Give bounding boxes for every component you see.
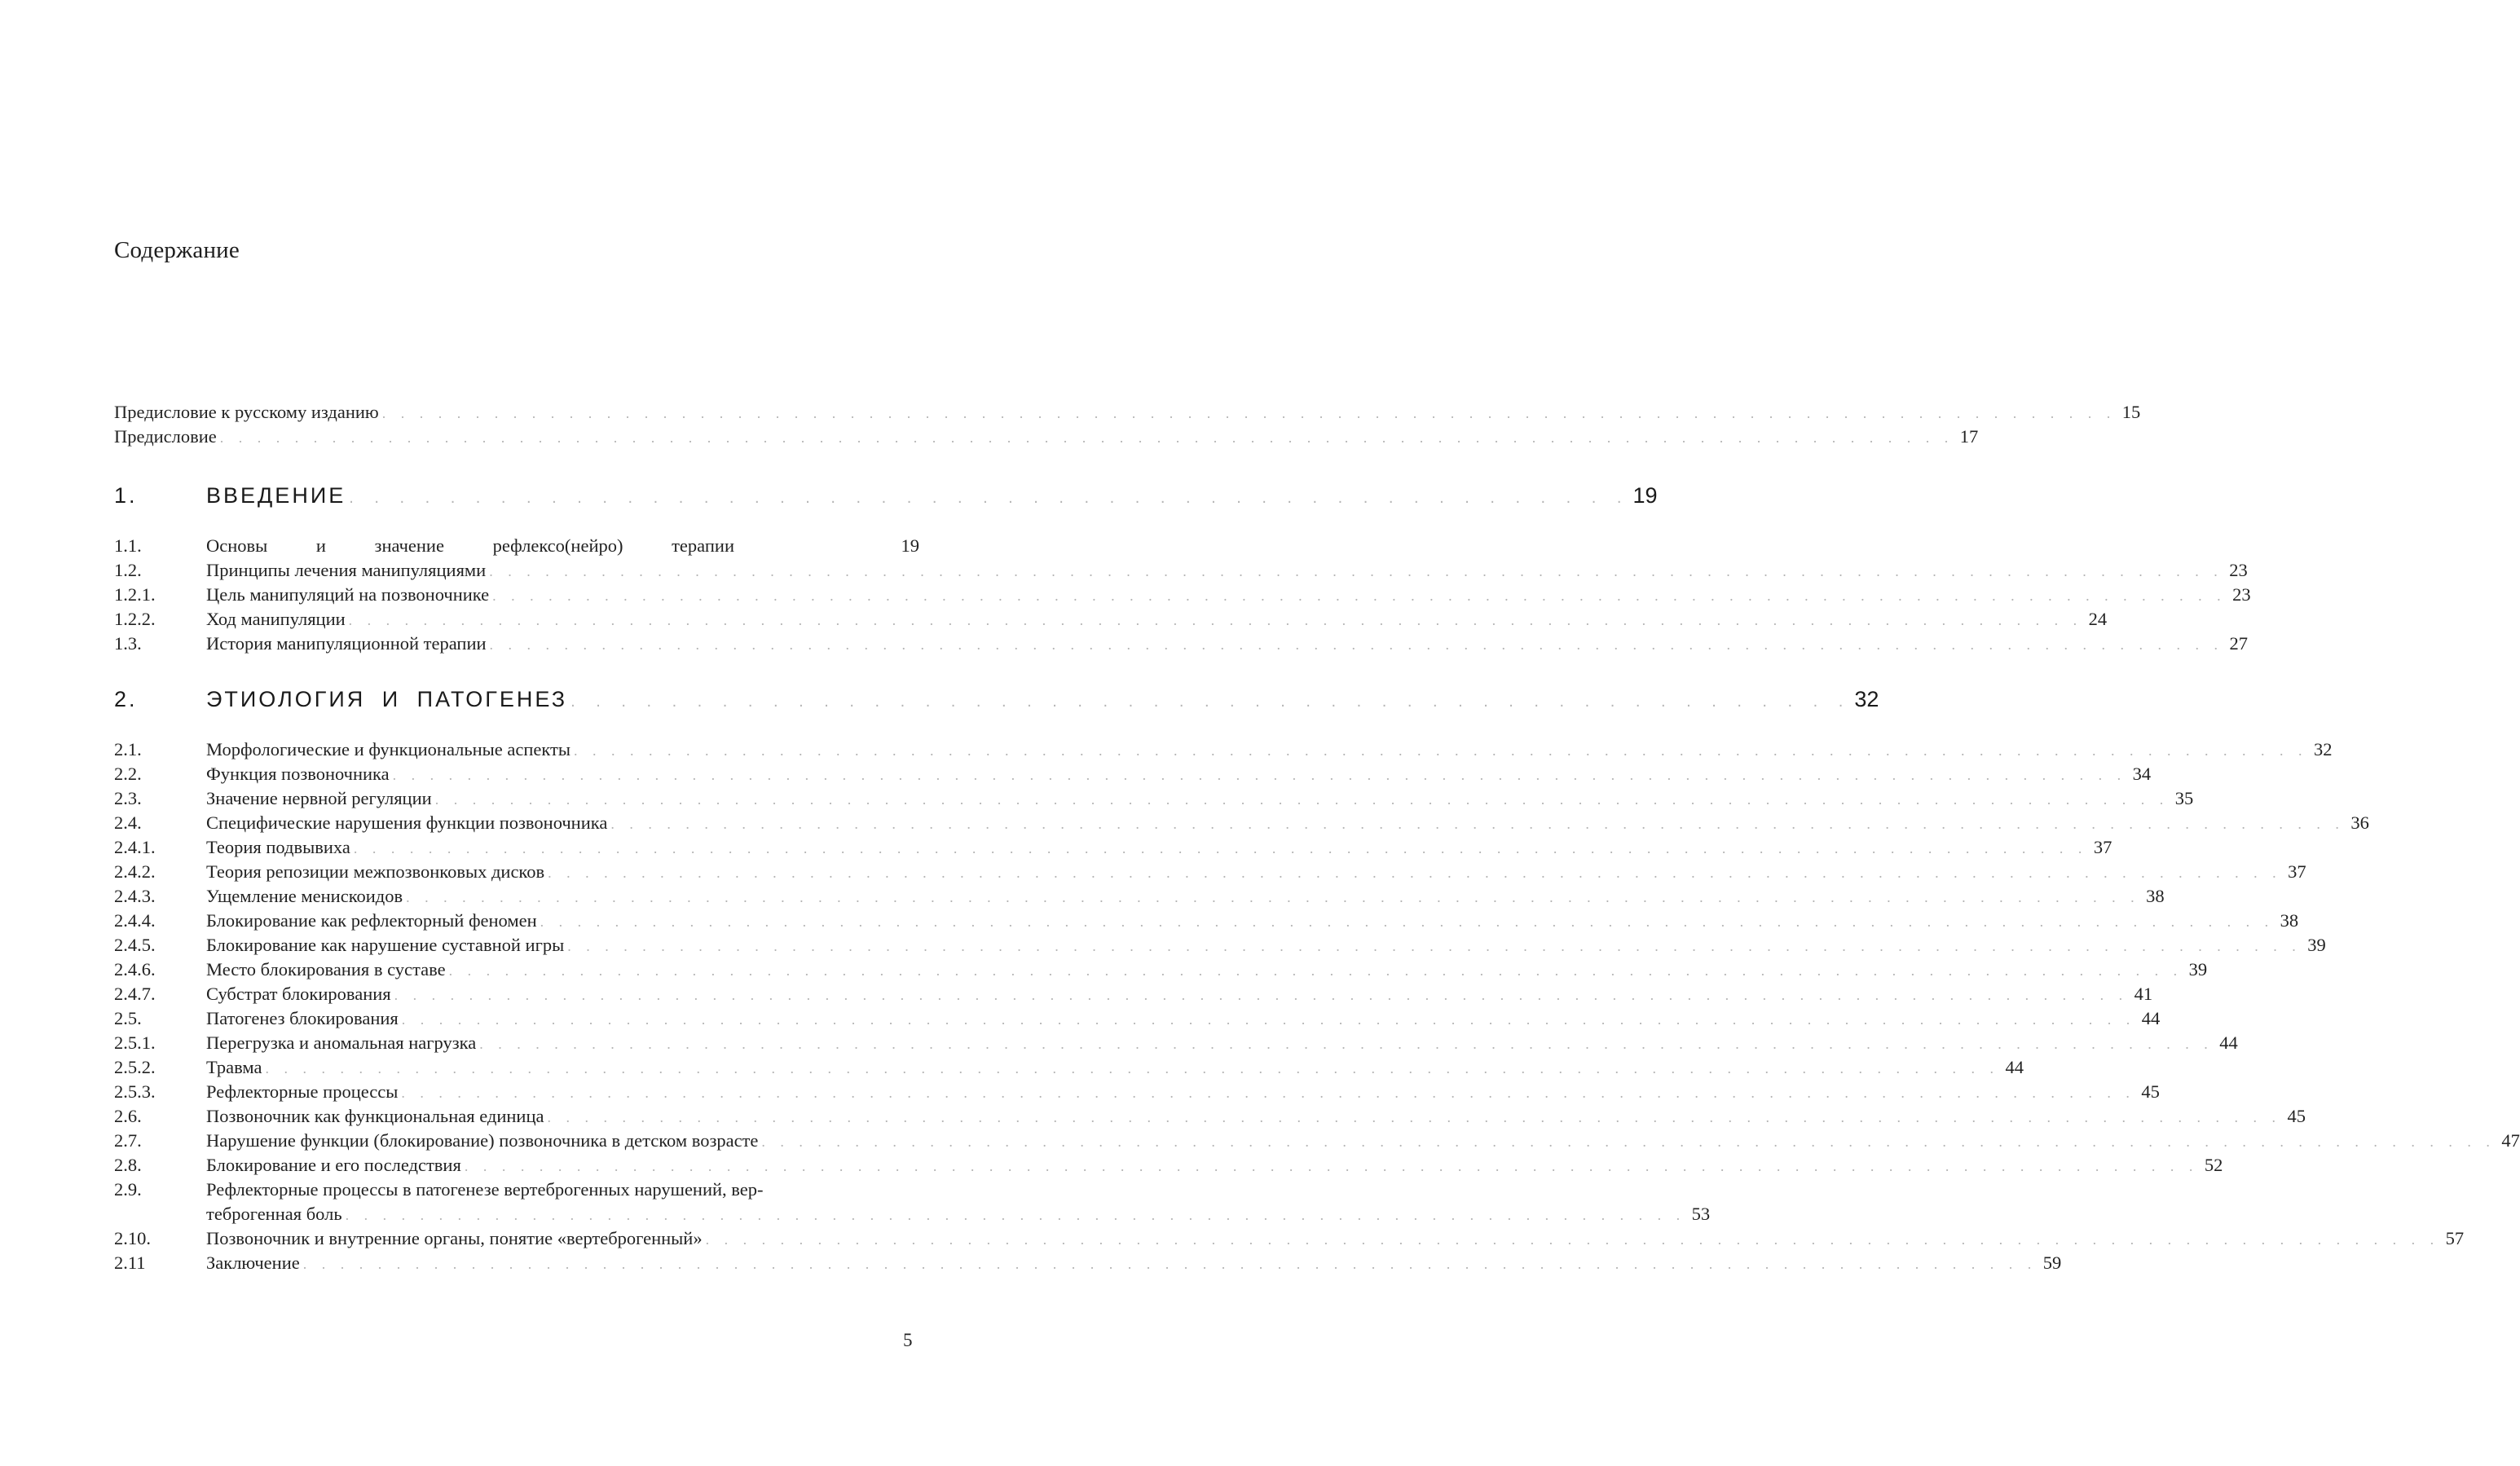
leader-dots: [571, 693, 1851, 711]
toc-entry-number: 1.1.: [114, 535, 142, 556]
leader-dots: [465, 1158, 2199, 1175]
toc-entry-page: 23: [2232, 584, 2251, 605]
toc-entry-page: 44: [2005, 1057, 2024, 1077]
toc-entry-number: 1.2.: [114, 560, 142, 580]
page-title: Содержание: [114, 237, 240, 263]
toc-entry[interactable]: [114, 1057, 2024, 1081]
toc-entry-title: Цель манипуляций на позвоночнике: [206, 584, 490, 605]
toc-entry-number: 1.3.: [114, 633, 142, 654]
toc-entry[interactable]: [114, 1179, 1711, 1228]
toc-entry-page: 35: [2174, 788, 2194, 808]
leader-dots: [346, 1207, 1686, 1224]
toc-entry[interactable]: [114, 959, 2208, 984]
toc-entry-number: 2.5.: [114, 1008, 142, 1028]
chapter-title: ВВЕДЕНИЕ: [206, 483, 346, 508]
leader-dots: [479, 1036, 2214, 1053]
toc-entry-title: Перегрузка и аномальная нагрузка: [206, 1032, 477, 1053]
toc-entry-title: Предисловие: [114, 426, 217, 447]
toc-entry[interactable]: [114, 609, 2108, 633]
toc-entry-page: 39: [2307, 935, 2326, 955]
toc-entry[interactable]: [114, 935, 2326, 959]
chapter-number: 2.: [114, 687, 138, 711]
toc-entry-page: 38: [2280, 910, 2299, 931]
toc-entry-number: 2.4.7.: [114, 984, 156, 1004]
toc-entry-number: 2.4.: [114, 812, 142, 833]
toc-entry-number: 2.5.2.: [114, 1057, 156, 1077]
leader-dots: [761, 1134, 2496, 1151]
leader-dots: [406, 889, 2140, 906]
toc-entry-title: Основы и значение рефлексо(нейро) терапии: [206, 535, 734, 556]
toc-entry-page: 15: [2121, 402, 2141, 422]
toc-entry-page: 59: [2042, 1252, 2062, 1273]
toc-entry-page: 39: [2188, 959, 2208, 980]
toc-entry-number: 1.2.2.: [114, 609, 156, 629]
toc-entry[interactable]: [114, 535, 919, 560]
toc-entry-page: 34: [2132, 764, 2152, 784]
toc-entry-number: 2.5.3.: [114, 1081, 156, 1102]
leader-dots: [382, 405, 2117, 422]
toc-entry[interactable]: [114, 584, 2251, 609]
toc-chapter-1: [114, 483, 1658, 516]
toc-entry-title: Позвоночник и внутренние органы, понятие «вертеброгенный»: [206, 1228, 703, 1248]
toc-entry-title: Предисловие к русскому изданию: [114, 402, 379, 422]
toc-entry-page: 45: [2141, 1081, 2160, 1102]
toc-entry-number: 2.7.: [114, 1130, 142, 1151]
toc-entry-title: Теория репозиции межпозвонковых дисков: [206, 861, 545, 882]
toc-entry-number: 2.4.4.: [114, 910, 156, 931]
toc-entry-number: 2.4.6.: [114, 959, 156, 980]
toc-entry-page: 53: [1691, 1204, 1711, 1224]
leader-dots: [547, 1109, 2281, 1126]
toc-entry-number: 2.8.: [114, 1155, 142, 1175]
toc-entry-title: Заключение: [206, 1252, 300, 1273]
toc-entry[interactable]: [114, 1155, 2223, 1179]
toc-entry[interactable]: [114, 633, 2249, 658]
toc-entry-title: Рефлекторные процессы в патогенезе вертеброгенных нарушений, вер-: [206, 1179, 764, 1200]
toc-entry-number: 2.4.5.: [114, 935, 156, 955]
toc-entry-title: Нарушение функции (блокирование) позвоночника в детском возрасте: [206, 1130, 759, 1151]
toc-entry-page: 44: [2219, 1032, 2238, 1053]
toc-entry-number: 2.3.: [114, 788, 142, 808]
leader-dots: [706, 1231, 2440, 1248]
toc-entry[interactable]: [114, 1130, 2520, 1155]
toc-entry-number: 2.10.: [114, 1228, 151, 1248]
toc-entry-title: Блокирование и его последствия: [206, 1155, 461, 1175]
toc-entry[interactable]: [114, 426, 1979, 451]
toc-entry[interactable]: [114, 560, 2248, 584]
toc-entry-number: 2.9.: [114, 1179, 142, 1200]
toc-entry[interactable]: [114, 861, 2306, 886]
leader-dots: [492, 588, 2227, 605]
toc-entry-title: Принципы лечения манипуляциями: [206, 560, 487, 580]
toc-entry-title-continued: [206, 1204, 1710, 1228]
toc-entry[interactable]: [114, 1228, 2465, 1252]
toc-entry[interactable]: [114, 739, 2333, 764]
toc-chapter-1-items: [114, 535, 2251, 658]
toc-entry[interactable]: [114, 886, 2165, 910]
toc-entry-title: Позвоночник как функциональная единица: [206, 1106, 544, 1126]
toc-entry-number: 2.11: [114, 1252, 146, 1273]
leader-dots: [548, 865, 2282, 882]
toc-entry-page: 57: [2445, 1228, 2465, 1248]
leader-dots: [540, 913, 2275, 931]
toc-entry-number: 2.4.1.: [114, 837, 156, 857]
toc-entry-title: Блокирование как нарушение суставной игры: [206, 935, 565, 955]
leader-dots: [567, 938, 2302, 955]
toc-chapter-2-items: [114, 739, 2520, 1277]
toc-front-matter: [114, 402, 2141, 451]
toc-entry[interactable]: [114, 1008, 2161, 1032]
toc-entry-page: 41: [2134, 984, 2153, 1004]
toc-entry-page: 52: [2204, 1155, 2223, 1175]
toc-entry-page: 47: [2501, 1130, 2520, 1151]
toc-entry-title: Патогенез блокирования: [206, 1008, 399, 1028]
toc-entry-page: 24: [2088, 609, 2108, 629]
toc-entry[interactable]: [114, 1032, 2238, 1057]
toc-entry-number: 2.1.: [114, 739, 142, 759]
toc-entry-title: Травма: [206, 1057, 262, 1077]
toc-entry-title: Место блокирования в суставе: [206, 959, 446, 980]
toc-entry-page: 37: [2093, 837, 2112, 857]
toc-entry[interactable]: [114, 788, 2194, 812]
toc-entry[interactable]: [114, 1081, 2160, 1106]
toc-entry-title-block: [206, 1179, 1710, 1228]
toc-entry-title: Субстрат блокирования: [206, 984, 391, 1004]
leader-dots: [401, 1085, 2135, 1102]
chapter-page: 32: [1854, 687, 1879, 711]
toc-entry-number: 1.2.1.: [114, 584, 156, 605]
toc-entry-page: 19: [901, 535, 919, 556]
chapter-number: 1.: [114, 483, 138, 508]
leader-dots: [354, 840, 2088, 857]
toc-entry-page: 27: [2229, 633, 2249, 654]
toc-entry-title: История манипуляционной терапии: [206, 633, 487, 654]
leader-dots: [349, 489, 1629, 508]
toc-entry[interactable]: [114, 1252, 2062, 1277]
toc-entry-title: Значение нервной регуляции: [206, 788, 432, 808]
chapter-page: 19: [1632, 483, 1658, 508]
toc-entry-page: 38: [2146, 886, 2165, 906]
toc-entry-title: Морфологические и функциональные аспекты: [206, 739, 571, 759]
leader-dots: [220, 429, 1954, 447]
toc-entry[interactable]: [114, 910, 2299, 935]
toc-entry-title: Функция позвоночника: [206, 764, 390, 784]
toc-entry-title: теброгенная боль: [206, 1204, 342, 1224]
chapter-title: ЭТИОЛОГИЯ И ПАТОГЕНЕЗ: [206, 687, 568, 711]
chapter-heading[interactable]: [114, 483, 1658, 516]
toc-entry[interactable]: [114, 812, 2369, 837]
toc-entry-number: 2.4.2.: [114, 861, 156, 882]
toc-entry-number: 2.4.3.: [114, 886, 156, 906]
toc-entry-number: 2.5.1.: [114, 1032, 156, 1053]
toc-entry-number: 2.2.: [114, 764, 142, 784]
leader-dots: [402, 1011, 2136, 1028]
leader-dots: [574, 742, 2308, 759]
chapter-heading[interactable]: [114, 687, 1879, 720]
toc-entry[interactable]: [114, 984, 2153, 1008]
toc-entry[interactable]: [114, 1106, 2306, 1130]
toc-entry-number: 2.6.: [114, 1106, 142, 1126]
toc-entry-page: 37: [2288, 861, 2306, 882]
toc-entry-page: 44: [2141, 1008, 2161, 1028]
toc-entry-title: Блокирование как рефлекторный феномен: [206, 910, 537, 931]
toc-entry-page: 36: [2350, 812, 2369, 833]
toc-entry-page: 17: [1959, 426, 1979, 447]
toc-entry[interactable]: [114, 764, 2152, 788]
leader-dots: [489, 563, 2223, 580]
leader-dots: [394, 987, 2129, 1004]
leader-dots: [265, 1060, 1999, 1077]
toc-entry-title: Специфические нарушения функции позвоночника: [206, 812, 608, 833]
leader-dots: [610, 816, 2345, 833]
toc-entry[interactable]: [114, 402, 2141, 426]
toc-entry-page: 45: [2287, 1106, 2306, 1126]
toc-entry-title: Ущемление менискоидов: [206, 886, 403, 906]
leader-dots: [393, 767, 2127, 784]
toc-chapter-2: [114, 687, 1879, 720]
leader-dots: [349, 612, 2083, 629]
toc-entry[interactable]: [114, 837, 2112, 861]
toc-entry-title: Ход манипуляции: [206, 609, 346, 629]
toc-entry-title: Рефлекторные процессы: [206, 1081, 399, 1102]
page-number: 5: [903, 1330, 913, 1350]
leader-dots: [303, 1256, 2038, 1273]
toc-entry-page: 32: [2313, 739, 2333, 759]
leader-dots: [490, 636, 2224, 654]
leader-dots: [449, 962, 2183, 980]
toc-entry-page: 23: [2229, 560, 2248, 580]
leader-dots: [435, 791, 2170, 808]
toc-entry-title: Теория подвывиха: [206, 837, 350, 857]
